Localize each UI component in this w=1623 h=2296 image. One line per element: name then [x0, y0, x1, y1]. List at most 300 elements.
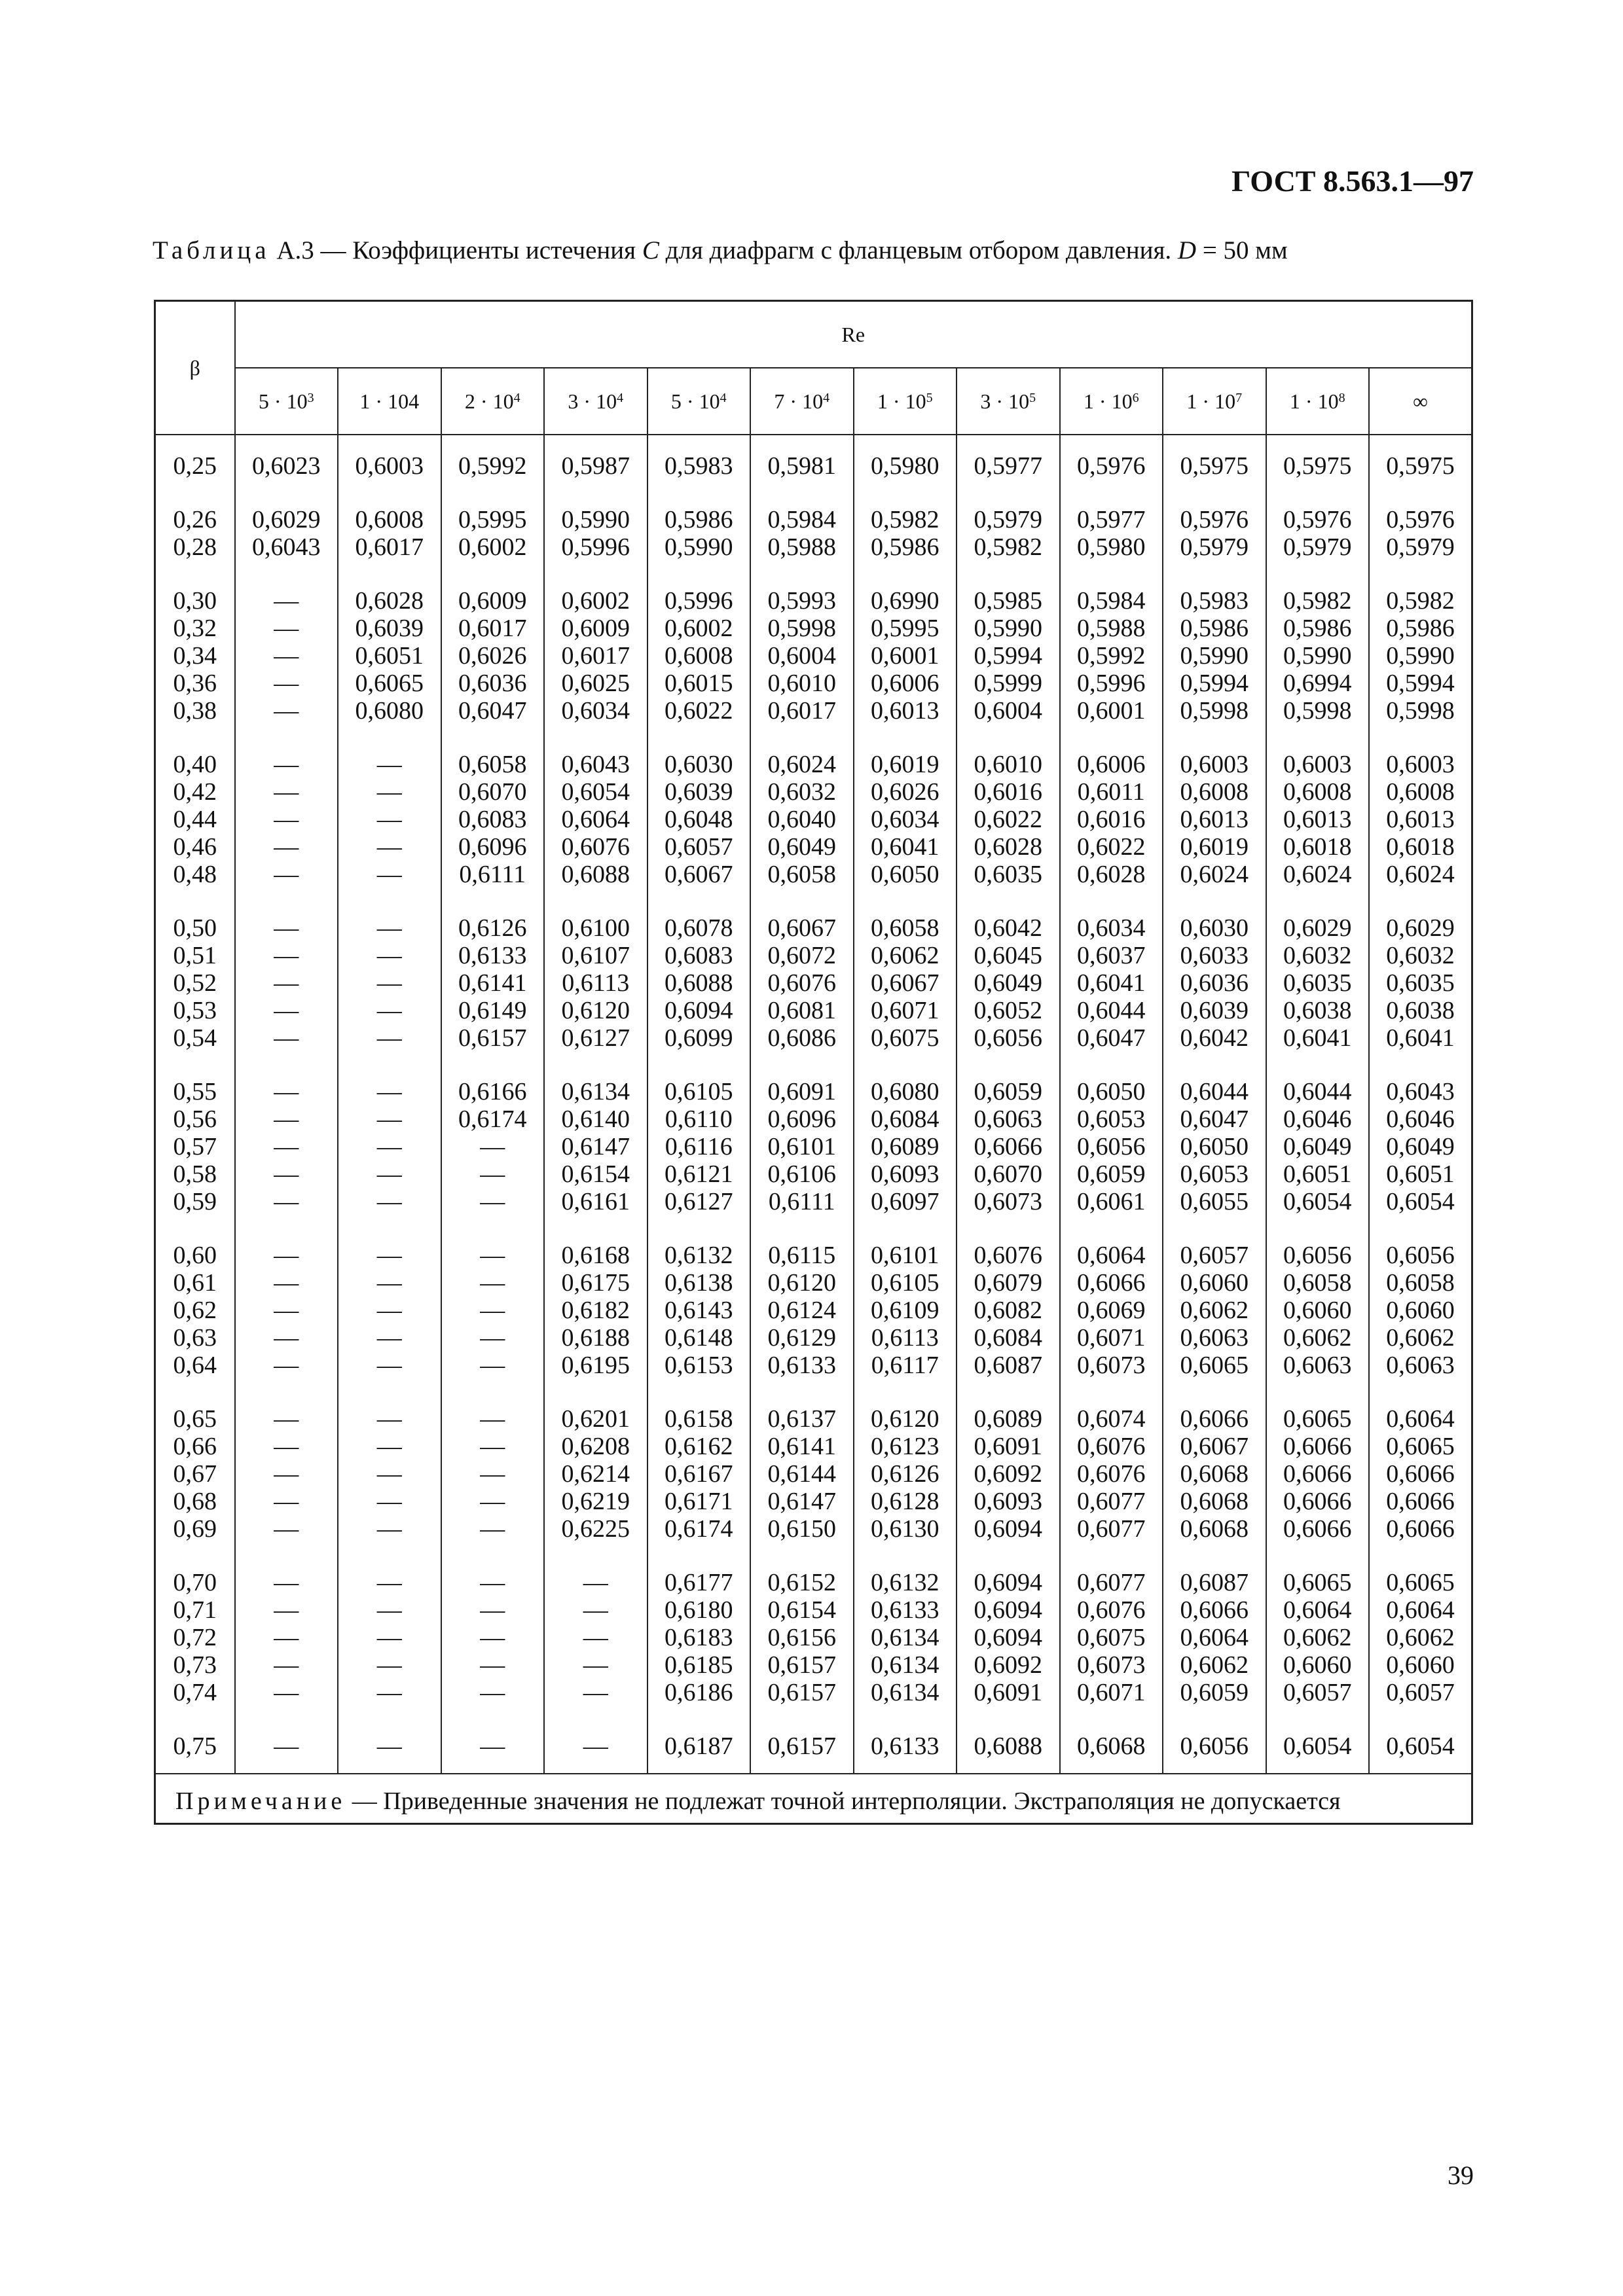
coefficient-cell: — — [235, 697, 338, 725]
coefficient-cell: 0,5990 — [647, 533, 751, 561]
coefficient-cell: 0,6107 — [544, 942, 647, 969]
coefficient-cell: 0,6032 — [1369, 942, 1472, 969]
coefficient-cell: 0,6039 — [647, 778, 751, 806]
coefficient-cell: 0,6091 — [957, 1433, 1060, 1460]
coefficient-cell: — — [235, 1460, 338, 1488]
coefficient-cell: — — [441, 1543, 545, 1596]
beta-cell: 0,25 — [155, 435, 235, 480]
coefficient-cell: 0,6066 — [957, 1133, 1060, 1160]
coefficient-cell: 0,6056 — [1060, 1133, 1163, 1160]
coefficient-cell: 0,6076 — [1060, 1433, 1163, 1460]
coefficient-cell: 0,5990 — [1369, 642, 1472, 670]
coefficient-cell: 0,5990 — [957, 615, 1060, 642]
coefficient-cell: 0,6057 — [1163, 1215, 1266, 1269]
coefficient-cell: 0,5976 — [1266, 480, 1370, 533]
table-row — [155, 1133, 1472, 1160]
coefficient-cell: 0,5990 — [544, 480, 647, 533]
coefficient-cell: 0,6180 — [647, 1596, 751, 1624]
coefficient-cell: 0,6140 — [544, 1105, 647, 1133]
table-row — [155, 942, 1472, 969]
coefficient-cell: — — [338, 1624, 441, 1651]
coefficient-cell: 0,6060 — [1369, 1651, 1472, 1679]
re-column-exponent: 5 — [1029, 390, 1036, 405]
beta-cell: 0,75 — [155, 1706, 235, 1774]
coefficient-cell: 0,5983 — [1163, 561, 1266, 615]
coefficient-cell: 0,6047 — [1060, 1024, 1163, 1052]
coefficient-cell: 0,6168 — [544, 1215, 647, 1269]
table-row — [155, 561, 1472, 615]
coefficient-cell: 0,6064 — [1266, 1596, 1370, 1624]
table-row — [155, 1488, 1472, 1515]
coefficient-cell: 0,5998 — [1266, 697, 1370, 725]
coefficient-cell: 0,5999 — [957, 670, 1060, 697]
coefficient-cell: — — [338, 1706, 441, 1774]
coefficient-cell: 0,5998 — [750, 615, 854, 642]
re-column-mantissa: 5 · 10 — [258, 389, 308, 413]
coefficient-cell: 0,6062 — [1369, 1624, 1472, 1651]
coefficient-cell: 0,6049 — [750, 833, 854, 861]
table-row — [155, 1679, 1472, 1706]
beta-cell: 0,51 — [155, 942, 235, 969]
coefficient-cell: 0,6057 — [1369, 1679, 1472, 1706]
coefficient-cell: 0,6096 — [750, 1105, 854, 1133]
coefficient-cell: 0,6166 — [441, 1052, 545, 1105]
coefficient-cell: 0,6059 — [1163, 1679, 1266, 1706]
coefficient-cell: 0,6066 — [1266, 1488, 1370, 1515]
coefficient-cell: 0,6134 — [854, 1624, 957, 1651]
coefficient-cell: — — [338, 806, 441, 833]
coefficient-cell: 0,5979 — [1369, 533, 1472, 561]
table-caption — [153, 236, 1288, 265]
re-header: Re — [235, 301, 1472, 368]
note-label: Примечание — [175, 1787, 346, 1815]
beta-cell: 0,34 — [155, 642, 235, 670]
coefficient-cell: 0,6034 — [854, 806, 957, 833]
coefficient-cell: — — [441, 1188, 545, 1215]
coefficient-cell: 0,6038 — [1266, 997, 1370, 1024]
coefficient-cell: 0,6079 — [957, 1269, 1060, 1297]
table-row — [155, 1352, 1472, 1379]
beta-cell: 0,63 — [155, 1324, 235, 1352]
coefficient-cell: 0,5980 — [1060, 533, 1163, 561]
coefficient-cell: 0,6077 — [1060, 1515, 1163, 1543]
coefficient-cell: — — [544, 1624, 647, 1651]
coefficient-cell: 0,6011 — [1060, 778, 1163, 806]
coefficient-cell: — — [235, 1052, 338, 1105]
coefficient-cell: 0,6049 — [1266, 1133, 1370, 1160]
coefficient-cell: — — [441, 1488, 545, 1515]
coefficient-cell: 0,6026 — [854, 778, 957, 806]
coefficient-cell: 0,6071 — [1060, 1324, 1163, 1352]
coefficient-cell: 0,6057 — [647, 833, 751, 861]
coefficient-cell: — — [338, 1269, 441, 1297]
coefficient-cell: 0,6186 — [647, 1679, 751, 1706]
coefficient-cell: 0,6062 — [854, 942, 957, 969]
re-column-exponent: 5 — [926, 390, 933, 405]
coefficient-cell: 0,6060 — [1266, 1651, 1370, 1679]
coefficient-cell: 0,6062 — [1163, 1651, 1266, 1679]
beta-cell: 0,42 — [155, 778, 235, 806]
coefficient-cell: 0,6068 — [1060, 1706, 1163, 1774]
coefficient-cell: 0,6133 — [750, 1352, 854, 1379]
coefficient-cell: 0,6067 — [854, 969, 957, 997]
coefficient-cell: 0,6086 — [750, 1024, 854, 1052]
coefficient-cell: 0,6054 — [1266, 1188, 1370, 1215]
coefficient-cell: 0,6058 — [1369, 1269, 1472, 1297]
coefficient-cell: 0,6036 — [441, 670, 545, 697]
coefficient-cell: 0,6060 — [1163, 1269, 1266, 1297]
re-column-header — [235, 368, 338, 435]
coefficient-cell: — — [338, 1160, 441, 1188]
coefficient-cell: 0,6058 — [750, 861, 854, 888]
beta-cell: 0,74 — [155, 1679, 235, 1706]
coefficient-cell: 0,6054 — [1369, 1188, 1472, 1215]
coefficient-cell: 0,5990 — [1163, 642, 1266, 670]
coefficient-cell: 0,6003 — [1369, 725, 1472, 778]
coefficient-cell: 0,6185 — [647, 1651, 751, 1679]
coefficient-cell: 0,6022 — [647, 697, 751, 725]
coefficient-cell: 0,6092 — [957, 1460, 1060, 1488]
coefficient-cell: — — [235, 1269, 338, 1297]
coefficient-cell: 0,6066 — [1369, 1460, 1472, 1488]
coefficient-cell: 0,6082 — [957, 1297, 1060, 1324]
beta-cell: 0,30 — [155, 561, 235, 615]
coefficient-cell: — — [544, 1679, 647, 1706]
re-column-mantissa: 2 · 10 — [464, 389, 514, 413]
coefficient-cell: 0,6091 — [957, 1679, 1060, 1706]
coefficient-cell: 0,6076 — [1060, 1460, 1163, 1488]
coefficient-cell: 0,6029 — [1369, 888, 1472, 942]
coefficient-cell: 0,6064 — [1369, 1596, 1472, 1624]
table-row — [155, 697, 1472, 725]
coefficient-cell: 0,6044 — [1266, 1052, 1370, 1105]
coefficient-cell: 0,6152 — [750, 1543, 854, 1596]
coefficient-cell: 0,6049 — [957, 969, 1060, 997]
caption-symbol-d: D — [1177, 236, 1197, 264]
coefficient-cell: 0,5976 — [1369, 480, 1472, 533]
coefficient-cell: 0,6134 — [854, 1679, 957, 1706]
table-row — [155, 1297, 1472, 1324]
coefficient-cell: 0,6129 — [750, 1324, 854, 1352]
beta-cell: 0,46 — [155, 833, 235, 861]
table-row — [155, 861, 1472, 888]
coefficient-cell: 0,5976 — [1163, 480, 1266, 533]
coefficient-cell: 0,6056 — [957, 1024, 1060, 1052]
coefficient-cell: 0,6058 — [441, 725, 545, 778]
coefficient-cell: 0,6008 — [1369, 778, 1472, 806]
coefficient-cell: 0,5984 — [750, 480, 854, 533]
coefficient-cell: 0,6064 — [1369, 1379, 1472, 1433]
coefficient-cell: 0,6047 — [441, 697, 545, 725]
coefficient-cell: 0,5988 — [750, 533, 854, 561]
coefficient-cell: 0,6017 — [441, 615, 545, 642]
coefficient-cell: — — [338, 1052, 441, 1105]
coefficient-cell: 0,6022 — [1060, 833, 1163, 861]
table-row — [155, 1269, 1472, 1297]
coefficient-cell: 0,5995 — [441, 480, 545, 533]
coefficient-cell: — — [338, 1679, 441, 1706]
re-column-header — [854, 368, 957, 435]
coefficient-cell: 0,6099 — [647, 1024, 751, 1052]
coefficient-cell: 0,6124 — [750, 1297, 854, 1324]
coefficient-cell: 0,6003 — [1266, 725, 1370, 778]
coefficient-cell: 0,5979 — [957, 480, 1060, 533]
coefficient-cell: 0,5996 — [544, 533, 647, 561]
coefficient-cell: 0,6134 — [854, 1651, 957, 1679]
coefficient-cell: — — [441, 1160, 545, 1188]
coefficient-cell: 0,6066 — [1266, 1515, 1370, 1543]
beta-cell: 0,40 — [155, 725, 235, 778]
coefficient-cell: 0,6097 — [854, 1188, 957, 1215]
coefficients-table — [154, 300, 1473, 1825]
coefficient-cell: — — [235, 806, 338, 833]
coefficient-cell: 0,6080 — [854, 1052, 957, 1105]
coefficient-cell: 0,5988 — [1060, 615, 1163, 642]
coefficient-cell: 0,6004 — [957, 697, 1060, 725]
coefficient-cell: — — [544, 1706, 647, 1774]
coefficient-cell: — — [235, 861, 338, 888]
coefficient-cell: 0,6158 — [647, 1379, 751, 1433]
coefficient-cell: — — [338, 1515, 441, 1543]
table-row — [155, 778, 1472, 806]
coefficient-cell: 0,6064 — [1163, 1624, 1266, 1651]
coefficient-cell: — — [235, 1024, 338, 1052]
coefficient-cell: 0,5994 — [1163, 670, 1266, 697]
coefficient-cell: 0,6060 — [1369, 1297, 1472, 1324]
coefficient-cell: 0,6094 — [957, 1624, 1060, 1651]
re-column-header — [338, 368, 441, 435]
coefficient-cell: 0,6018 — [1369, 833, 1472, 861]
coefficient-cell: — — [338, 778, 441, 806]
coefficient-cell: 0,6052 — [957, 997, 1060, 1024]
re-column-exponent: 4 — [823, 390, 830, 405]
coefficient-cell: 0,6028 — [957, 833, 1060, 861]
coefficient-cell: 0,6076 — [544, 833, 647, 861]
coefficient-cell: 0,6134 — [544, 1052, 647, 1105]
re-column-mantissa: 3 · 10 — [568, 389, 617, 413]
standard-designation: ГОСТ 8.563.1—97 — [1231, 164, 1474, 198]
coefficient-cell: 0,6013 — [1266, 806, 1370, 833]
coefficient-cell: — — [235, 888, 338, 942]
coefficient-cell: 0,6121 — [647, 1160, 751, 1188]
table-row — [155, 1651, 1472, 1679]
coefficient-cell: — — [235, 1515, 338, 1543]
coefficient-cell: 0,6073 — [1060, 1651, 1163, 1679]
table-row — [155, 1160, 1472, 1188]
coefficient-cell: 0,6091 — [750, 1052, 854, 1105]
coefficient-cell: 0,6105 — [647, 1052, 751, 1105]
coefficient-cell: 0,6137 — [750, 1379, 854, 1433]
coefficient-cell: 0,6219 — [544, 1488, 647, 1515]
coefficient-cell: — — [235, 1324, 338, 1352]
coefficient-cell: 0,6001 — [854, 642, 957, 670]
coefficient-cell: 0,6208 — [544, 1433, 647, 1460]
coefficient-cell: 0,6093 — [957, 1488, 1060, 1515]
coefficient-cell: 0,6039 — [1163, 997, 1266, 1024]
coefficient-cell: 0,6073 — [1060, 1352, 1163, 1379]
coefficient-cell: — — [338, 888, 441, 942]
re-column-exponent: 4 — [617, 390, 624, 405]
coefficient-cell: 0,6154 — [750, 1596, 854, 1624]
coefficient-cell: 0,5992 — [1060, 642, 1163, 670]
coefficient-cell: 0,6133 — [854, 1706, 957, 1774]
table-row — [155, 1460, 1472, 1488]
coefficient-cell: 0,6051 — [338, 642, 441, 670]
coefficient-cell: 0,6065 — [1369, 1433, 1472, 1460]
coefficient-cell: 0,6187 — [647, 1706, 751, 1774]
coefficient-cell: 0,6084 — [854, 1105, 957, 1133]
coefficient-cell: — — [338, 1433, 441, 1460]
beta-cell: 0,56 — [155, 1105, 235, 1133]
beta-cell: 0,44 — [155, 806, 235, 833]
table-row — [155, 725, 1472, 778]
table-row — [155, 615, 1472, 642]
table-row — [155, 1624, 1472, 1651]
coefficient-cell: 0,5982 — [854, 480, 957, 533]
coefficient-cell: 0,6040 — [750, 806, 854, 833]
coefficient-cell: — — [338, 833, 441, 861]
coefficient-cell: 0,6177 — [647, 1543, 751, 1596]
note-text: — Приведенные значения не подлежат точной интерполяции. Экстраполяция не допускается — [346, 1787, 1341, 1815]
coefficient-cell: 0,5979 — [1266, 533, 1370, 561]
coefficient-cell: 0,6062 — [1266, 1624, 1370, 1651]
coefficient-cell: 0,6029 — [235, 480, 338, 533]
coefficient-cell: 0,6167 — [647, 1460, 751, 1488]
coefficient-cell: 0,6059 — [957, 1052, 1060, 1105]
coefficient-cell: 0,5975 — [1163, 435, 1266, 480]
coefficient-cell: — — [235, 1706, 338, 1774]
coefficient-cell: 0,6016 — [1060, 806, 1163, 833]
coefficient-cell: 0,6141 — [750, 1433, 854, 1460]
coefficient-cell: 0,6041 — [1369, 1024, 1472, 1052]
coefficient-cell: — — [544, 1651, 647, 1679]
coefficient-cell: 0,5975 — [1266, 435, 1370, 480]
coefficient-cell: 0,6066 — [1060, 1269, 1163, 1297]
coefficient-cell: 0,5981 — [750, 435, 854, 480]
beta-cell: 0,58 — [155, 1160, 235, 1188]
coefficient-cell: 0,6032 — [750, 778, 854, 806]
coefficient-cell: 0,6025 — [544, 670, 647, 697]
coefficient-cell: 0,6008 — [338, 480, 441, 533]
coefficient-cell: 0,5982 — [1369, 561, 1472, 615]
coefficient-cell: 0,5986 — [854, 533, 957, 561]
coefficient-cell: — — [441, 1324, 545, 1352]
caption-text: = 50 мм — [1196, 236, 1288, 264]
beta-cell: 0,71 — [155, 1596, 235, 1624]
coefficient-cell: 0,6171 — [647, 1488, 751, 1515]
re-column-exponent: 3 — [307, 390, 314, 405]
coefficient-cell: 0,5982 — [957, 533, 1060, 561]
coefficient-cell: 0,6058 — [854, 888, 957, 942]
re-column-mantissa: 1 · 104 — [359, 389, 420, 413]
coefficient-cell: — — [235, 561, 338, 615]
coefficient-cell: — — [441, 1624, 545, 1651]
coefficient-cell: — — [235, 1188, 338, 1215]
beta-cell: 0,55 — [155, 1052, 235, 1105]
coefficient-cell: 0,6010 — [750, 670, 854, 697]
beta-cell: 0,73 — [155, 1651, 235, 1679]
coefficient-cell: — — [235, 642, 338, 670]
coefficient-cell: 0,6029 — [1266, 888, 1370, 942]
coefficient-cell: 0,6143 — [647, 1297, 751, 1324]
re-column-mantissa: 7 · 10 — [774, 389, 824, 413]
coefficient-cell: 0,6024 — [1266, 861, 1370, 888]
table-row — [155, 833, 1472, 861]
table-row — [155, 1706, 1472, 1774]
coefficient-cell: 0,6017 — [544, 642, 647, 670]
coefficient-cell: 0,6013 — [1163, 806, 1266, 833]
coefficient-cell: 0,6047 — [1163, 1105, 1266, 1133]
coefficient-cell: — — [338, 1297, 441, 1324]
beta-cell: 0,48 — [155, 861, 235, 888]
coefficient-cell: 0,6075 — [854, 1024, 957, 1052]
coefficient-cell: — — [338, 1188, 441, 1215]
coefficient-cell: — — [441, 1133, 545, 1160]
coefficient-cell: 0,6061 — [1060, 1188, 1163, 1215]
coefficient-cell: — — [338, 725, 441, 778]
coefficient-cell: 0,6009 — [544, 615, 647, 642]
coefficient-cell: 0,6126 — [441, 888, 545, 942]
coefficient-cell: 0,6028 — [1060, 861, 1163, 888]
coefficient-cell: 0,5976 — [1060, 435, 1163, 480]
coefficient-cell: 0,6161 — [544, 1188, 647, 1215]
coefficient-cell: 0,6046 — [1369, 1105, 1472, 1133]
coefficient-cell: 0,6030 — [1163, 888, 1266, 942]
coefficient-cell: 0,6004 — [750, 642, 854, 670]
coefficient-cell: 0,6101 — [750, 1133, 854, 1160]
coefficient-cell: 0,6084 — [957, 1324, 1060, 1352]
coefficient-cell: 0,6041 — [854, 833, 957, 861]
page-number: 39 — [1448, 2161, 1474, 2190]
coefficient-cell: 0,6132 — [854, 1543, 957, 1596]
coefficient-cell: 0,6008 — [647, 642, 751, 670]
coefficient-cell: — — [235, 1297, 338, 1324]
coefficient-cell: 0,6175 — [544, 1269, 647, 1297]
coefficient-cell: 0,6062 — [1369, 1324, 1472, 1352]
coefficient-cell: 0,6072 — [750, 942, 854, 969]
beta-cell: 0,64 — [155, 1352, 235, 1379]
coefficient-cell: 0,6032 — [1266, 942, 1370, 969]
coefficient-cell: — — [338, 997, 441, 1024]
coefficient-cell: 0,6065 — [1163, 1352, 1266, 1379]
coefficient-cell: 0,5993 — [750, 561, 854, 615]
coefficient-cell: 0,6153 — [647, 1352, 751, 1379]
coefficient-cell: 0,6106 — [750, 1160, 854, 1188]
coefficient-cell: 0,6088 — [544, 861, 647, 888]
coefficient-cell: 0,6075 — [1060, 1624, 1163, 1651]
coefficient-cell: 0,6063 — [1369, 1352, 1472, 1379]
table-row — [155, 1105, 1472, 1133]
coefficient-cell: 0,6062 — [1163, 1297, 1266, 1324]
coefficient-cell: 0,6195 — [544, 1352, 647, 1379]
coefficient-cell: 0,6066 — [1369, 1488, 1472, 1515]
coefficient-cell: 0,6120 — [544, 997, 647, 1024]
coefficient-cell: 0,6054 — [1266, 1706, 1370, 1774]
coefficient-cell: 0,6050 — [1163, 1133, 1266, 1160]
coefficient-cell: 0,6073 — [957, 1188, 1060, 1215]
coefficient-cell: 0,6043 — [1369, 1052, 1472, 1105]
beta-cell: 0,52 — [155, 969, 235, 997]
coefficient-cell: 0,6053 — [1060, 1105, 1163, 1133]
table-row — [155, 969, 1472, 997]
coefficient-cell: 0,6214 — [544, 1460, 647, 1488]
re-column-mantissa: 1 · 10 — [1083, 389, 1133, 413]
coefficient-cell: 0,6041 — [1060, 969, 1163, 997]
table-row — [155, 670, 1472, 697]
coefficient-cell: 0,6022 — [957, 806, 1060, 833]
coefficient-cell: 0,6067 — [647, 861, 751, 888]
coefficient-cell: 0,6024 — [1369, 861, 1472, 888]
